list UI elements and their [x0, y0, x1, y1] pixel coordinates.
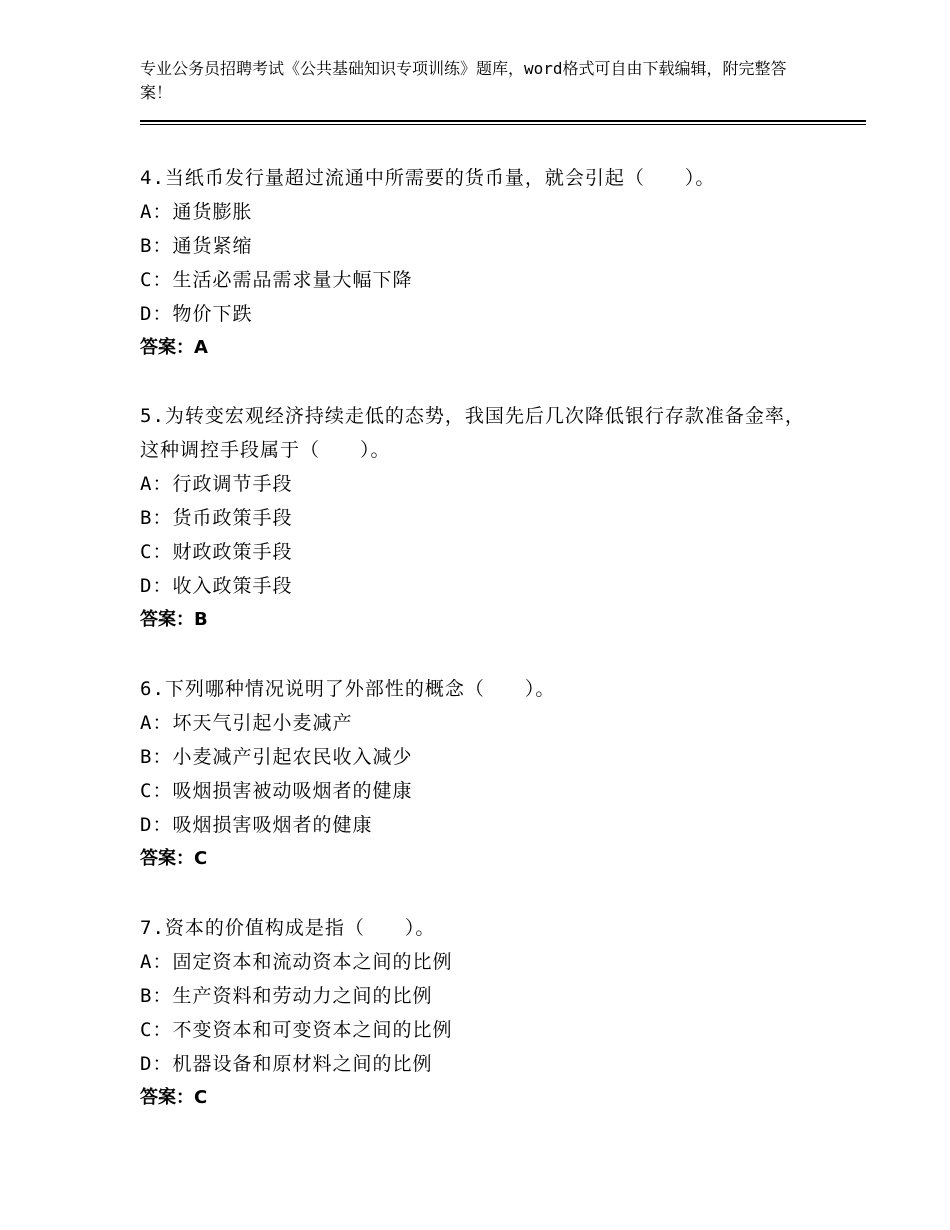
- option-d: D：收入政策手段: [140, 575, 293, 597]
- question-6: [140, 672, 820, 876]
- question-7: [140, 911, 820, 1115]
- option-a: A：坏天气引起小麦减产: [140, 712, 353, 734]
- option-b: B：生产资料和劳动力之间的比例: [140, 985, 433, 1007]
- option-c: C：财政政策手段: [140, 541, 293, 563]
- option-a: A：行政调节手段: [140, 473, 293, 495]
- question-stem: 6.下列哪种情况说明了外部性的概念（ ）。: [140, 678, 556, 700]
- question-4: [140, 161, 820, 365]
- option-b: B：货币政策手段: [140, 507, 293, 529]
- answer-label: 答案：A: [140, 337, 208, 358]
- option-a: A：通货膨胀: [140, 201, 253, 223]
- option-c: C：生活必需品需求量大幅下降: [140, 269, 413, 291]
- option-c: C：不变资本和可变资本之间的比例: [140, 1019, 453, 1041]
- answer-label: 答案：C: [140, 848, 208, 869]
- option-d: D：吸烟损害吸烟者的健康: [140, 814, 373, 836]
- header-divider-thin: [140, 124, 866, 125]
- option-d: D：机器设备和原材料之间的比例: [140, 1053, 433, 1075]
- document-header: 专业公务员招聘考试《公共基础知识专项训练》题库，word格式可自由下载编辑，附完整答案！: [140, 59, 787, 102]
- option-c: C：吸烟损害被动吸烟者的健康: [140, 780, 413, 802]
- answer-label: 答案：C: [140, 1087, 208, 1108]
- question-stem: 7.资本的价值构成是指（ ）。: [140, 917, 436, 939]
- option-a: A：固定资本和流动资本之间的比例: [140, 951, 453, 973]
- question-stem: 5.为转变宏观经济持续走低的态势，我国先后几次降低银行存款准备金率，这种调控手段属于（ ）。: [140, 405, 805, 461]
- question-stem: 4.当纸币发行量超过流通中所需要的货币量，就会引起（ ）。: [140, 167, 716, 189]
- option-b: B：通货紧缩: [140, 235, 253, 257]
- answer-label: 答案：B: [140, 609, 208, 630]
- header-divider-thick: [140, 120, 866, 122]
- question-5: [140, 399, 820, 637]
- option-d: D：物价下跌: [140, 303, 253, 325]
- option-b: B：小麦减产引起农民收入减少: [140, 746, 413, 768]
